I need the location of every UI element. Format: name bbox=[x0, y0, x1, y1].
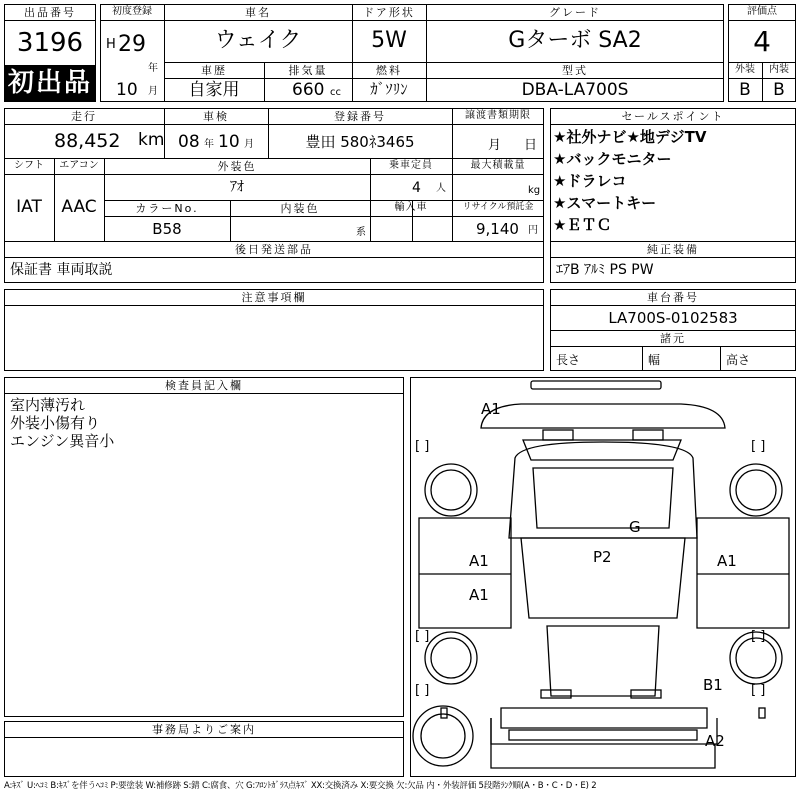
bracket-marker: [ ] bbox=[751, 439, 766, 454]
hood-outline bbox=[481, 400, 725, 428]
era: H bbox=[106, 37, 116, 52]
mark-rear-bumper: A2 bbox=[705, 732, 725, 750]
office-label: 事務局よりご案内 bbox=[152, 723, 256, 736]
first-listing-badge: 初出品 bbox=[5, 65, 95, 101]
windshield bbox=[523, 440, 681, 460]
car-name: ウェイク bbox=[214, 28, 302, 53]
transfer-label: 譲渡書類期限 bbox=[465, 110, 531, 121]
interior-label: 内装 bbox=[769, 64, 789, 75]
shift: IAT bbox=[16, 197, 42, 217]
mileage-unit: km bbox=[138, 130, 165, 150]
rear-corner-right bbox=[759, 708, 765, 718]
transfer-day-unit: 日 bbox=[524, 138, 538, 153]
month-unit: 月 bbox=[148, 86, 158, 97]
wheel-rear-left-inner bbox=[431, 638, 471, 678]
wheel-rear-right-inner bbox=[736, 638, 776, 678]
left-side-body bbox=[419, 518, 511, 628]
inspection-year: 08 bbox=[178, 132, 200, 152]
rear-hatch bbox=[501, 708, 707, 728]
first-reg-label: 初度登録 bbox=[112, 6, 152, 17]
displacement-unit: cc bbox=[330, 87, 341, 98]
chassis-number: LA700S-0102583 bbox=[608, 309, 738, 327]
reg-no-label: 登録番号 bbox=[334, 110, 386, 123]
underbody bbox=[491, 718, 715, 768]
reg-year: 29 bbox=[118, 32, 146, 57]
history: 自家用 bbox=[188, 80, 240, 100]
recycle-unit: 円 bbox=[528, 225, 538, 236]
later-parts: 保証書 車両取説 bbox=[10, 262, 113, 278]
grade-label: グレード bbox=[549, 6, 601, 19]
seats: 4 bbox=[412, 180, 421, 196]
mark-right-door: A1 bbox=[717, 552, 737, 570]
dims-height: 高さ bbox=[726, 353, 751, 367]
load-unit: kg bbox=[528, 185, 541, 196]
mark-left-front-door: A1 bbox=[469, 552, 489, 570]
door-label: ドア形状 bbox=[363, 6, 415, 19]
inspection-year-unit: 年 bbox=[204, 139, 214, 150]
score: 4 bbox=[753, 25, 771, 58]
sales-point-item: ★スマートキー bbox=[553, 194, 657, 212]
inspector-label: 検査員記入欄 bbox=[165, 379, 243, 392]
door-type: 5W bbox=[371, 28, 407, 53]
dims-label: 諸元 bbox=[660, 332, 686, 345]
grade: Gターボ SA2 bbox=[508, 28, 642, 53]
fuel: ｶﾞｿﾘﾝ bbox=[370, 80, 408, 98]
color-no-label: カラーNo. bbox=[135, 202, 199, 215]
mark-roof: G bbox=[629, 518, 641, 536]
equipment-items: ｴｱB ｱﾙﾐ PS PW bbox=[556, 262, 654, 278]
sales-point-item: ★ドラレコ bbox=[553, 172, 627, 190]
int-color-label: 内装色 bbox=[280, 202, 320, 215]
wheel-front-left bbox=[425, 464, 477, 516]
mileage: 88,452 bbox=[54, 130, 121, 152]
sales-point-item: ★ＥＴＣ bbox=[553, 216, 612, 234]
model-code: DBA-LA700S bbox=[521, 80, 629, 100]
wheel-front-right bbox=[730, 464, 782, 516]
model-label: 型式 bbox=[562, 64, 588, 77]
spare-wheel bbox=[413, 706, 473, 766]
spare-wheel-inner bbox=[421, 714, 465, 758]
wheel-front-left-inner bbox=[431, 470, 471, 510]
reg-number: 豊田 580ﾈ3465 bbox=[305, 133, 415, 151]
mark-center: P2 bbox=[593, 548, 612, 566]
year-unit: 年 bbox=[148, 63, 158, 74]
dims-width: 幅 bbox=[648, 353, 661, 367]
notes-label: 注意事項欄 bbox=[241, 291, 307, 304]
rear-corner-left bbox=[441, 708, 447, 718]
fuel-label: 燃料 bbox=[376, 64, 402, 77]
reg-month: 10 bbox=[116, 80, 138, 100]
inspector-note: エンジン異音小 bbox=[10, 432, 115, 450]
displacement: 660 bbox=[292, 80, 325, 100]
rear-lamp-right bbox=[631, 690, 661, 698]
wheel-rear-left bbox=[425, 632, 477, 684]
front-lamp-left bbox=[543, 430, 573, 440]
bracket-marker: [ ] bbox=[415, 439, 430, 454]
shift-label: シフト bbox=[14, 160, 44, 171]
dims-length: 長さ bbox=[556, 353, 581, 367]
bracket-marker: [ ] bbox=[751, 629, 766, 644]
lot-number: 3196 bbox=[16, 28, 84, 58]
lot-label: 出品番号 bbox=[24, 6, 76, 19]
ext-color: ｱｵ bbox=[230, 179, 244, 195]
legend-text: A:ｷｽﾞ U:ﾍｺﾐ B:ｷｽﾞを伴うﾍｺﾐ P:要塗装 W:補修跡 S:錆 C:腐食、穴 G:ﾌﾛﾝﾄｶﾞﾗｽ点ｷｽﾞ XX:交換済み X:要交換 欠:欠品 内・外装評価 5段階ﾗﾝｸ順(A・B・C・D・E) 2 bbox=[4, 781, 597, 791]
history-label: 車歴 bbox=[201, 64, 227, 77]
rear-lamp-left bbox=[541, 690, 571, 698]
inspector-note: 室内薄汚れ bbox=[10, 396, 86, 414]
roof-panel bbox=[533, 468, 673, 528]
inspection-month: 10 bbox=[218, 132, 240, 152]
rear-glass bbox=[547, 626, 659, 696]
equipment-label: 純正装備 bbox=[647, 243, 699, 256]
bracket-marker: [ ] bbox=[415, 629, 430, 644]
import-label: 輸入車 bbox=[394, 202, 428, 213]
inspection-month-unit: 月 bbox=[244, 139, 254, 150]
sales-point-item: ★バックモニター bbox=[553, 150, 672, 168]
rear-bumper-top bbox=[509, 730, 697, 740]
mileage-label: 走行 bbox=[71, 110, 97, 123]
later-parts-label: 後日発送部品 bbox=[235, 243, 313, 256]
car-name-label: 車名 bbox=[245, 6, 271, 19]
color-no: B58 bbox=[152, 220, 182, 238]
mark-rear-right: B1 bbox=[703, 676, 723, 694]
seats-unit: 人 bbox=[436, 183, 446, 194]
ext-color-label: 外装色 bbox=[217, 160, 257, 173]
sales-point-label: セールスポイント bbox=[621, 110, 725, 123]
front-lamp-right bbox=[633, 430, 663, 440]
mark-front-left: A1 bbox=[481, 400, 501, 418]
score-label: 評価点 bbox=[747, 6, 777, 17]
ac: AAC bbox=[61, 197, 97, 217]
car-diagram bbox=[411, 378, 795, 776]
car-diagram-frame bbox=[410, 377, 796, 777]
inspection-label: 車検 bbox=[203, 110, 229, 123]
wheel-front-right-inner bbox=[736, 470, 776, 510]
chassis-label: 車台番号 bbox=[647, 291, 699, 304]
right-side-body bbox=[697, 518, 789, 628]
seats-label: 乗車定員 bbox=[389, 160, 433, 171]
exterior-grade: B bbox=[739, 80, 751, 100]
displacement-label: 排気量 bbox=[288, 64, 328, 77]
load-label: 最大積載量 bbox=[470, 160, 526, 171]
bracket-marker: [ ] bbox=[415, 683, 430, 698]
recycle-amount: 9,140 bbox=[476, 220, 519, 238]
recycle-label: リサイクル預託金 bbox=[462, 202, 534, 212]
bracket-marker: [ ] bbox=[751, 683, 766, 698]
mark-left-rear-door: A1 bbox=[469, 586, 489, 604]
ac-label: エアコン bbox=[59, 160, 99, 171]
int-color-unit: 系 bbox=[356, 227, 366, 238]
transfer-month-unit: 月 bbox=[488, 138, 502, 153]
exterior-label: 外装 bbox=[735, 64, 755, 75]
front-bumper-top bbox=[531, 381, 661, 389]
inspector-note: 外装小傷有り bbox=[10, 414, 101, 432]
sales-point-item: ★社外ナビ★地デジTV bbox=[553, 128, 707, 146]
interior-grade: B bbox=[773, 80, 785, 100]
